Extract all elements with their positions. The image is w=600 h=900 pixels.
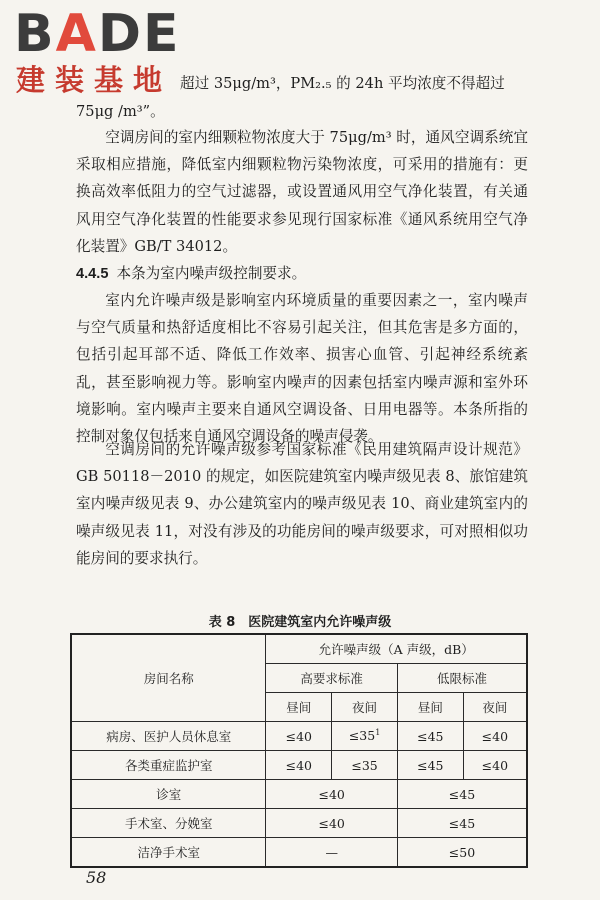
paragraph: 空调房间的允许噪声级参考国家标准《民用建筑隔声设计规范》GB 50118－2010 的规定，如医院建筑室内噪声级见表 8、旅馆建筑室内噪声级见表 9、办公建筑室内的噪声级见表 10、商业建筑室内的噪声级见表 11，对没有涉及的功能房间的噪声级要求，可对照相似功能房间的要求执行。 bbox=[76, 441, 528, 567]
table-title: 表 8 医院建筑室内允许噪声级 bbox=[208, 615, 392, 630]
header-day: 昼间 bbox=[397, 693, 463, 722]
cell-value: ≤40 bbox=[266, 780, 398, 809]
room-name: 各类重症监护室 bbox=[71, 751, 266, 780]
table-row bbox=[71, 838, 527, 868]
table-row bbox=[71, 751, 527, 780]
footnote-mark: 1 bbox=[375, 728, 381, 738]
cell-value: ≤45 bbox=[397, 780, 527, 809]
section-number: 4.4.5 bbox=[76, 266, 109, 282]
section-title: 本条为室内噪声级控制要求。 bbox=[116, 265, 307, 282]
logo-brand: BADE bbox=[14, 4, 181, 64]
section-heading bbox=[76, 260, 528, 288]
paragraph-noise bbox=[76, 287, 528, 450]
header-night: 夜间 bbox=[332, 693, 398, 722]
cell-value: ≤40 bbox=[266, 751, 332, 780]
header-day: 昼间 bbox=[266, 693, 332, 722]
cell-value: ≤45 bbox=[397, 751, 463, 780]
room-name: 手术室、分娩室 bbox=[71, 809, 266, 838]
cell-value: — bbox=[266, 838, 398, 868]
cell-value: ≤40 bbox=[463, 751, 527, 780]
cell-value: ≤50 bbox=[397, 838, 527, 868]
cell-value: $\le 35^1$ bbox=[332, 722, 398, 751]
room-name: 洁净手术室 bbox=[71, 838, 266, 868]
header-high-standard: 高要求标准 bbox=[266, 664, 398, 693]
paragraph: 室内允许噪声级是影响室内环境质量的重要因素之一，室内噪声与空气质量和热舒适度相比不容易引起关注，但其危害是多方面的，包括引起耳部不适、降低工作效率、损害心血管、引起神经系统紊乱，甚至影响视力等。影响室内噪声的因素包括室内噪声源和室外环境影响。室内噪声主要来自通风空调设备、日用电器等。本条所指的控制对象仅包括来自通风空调设备的噪声侵袭。 bbox=[76, 292, 528, 446]
paragraph-purification bbox=[76, 124, 528, 260]
continued-text-line-2: 75μg /m³”。 bbox=[76, 103, 165, 120]
cell-value: ≤40 bbox=[266, 809, 398, 838]
room-name: 病房、医护人员休息室 bbox=[71, 722, 266, 751]
page-number: 58 bbox=[86, 868, 107, 887]
header-room-name: 房间名称 bbox=[71, 634, 266, 722]
logo-subtitle: 建装基地 bbox=[16, 63, 173, 97]
header-night: 夜间 bbox=[463, 693, 527, 722]
cell-value: ≤45 bbox=[397, 722, 463, 751]
noise-level-table bbox=[70, 633, 528, 868]
cell-value: ≤40 bbox=[463, 722, 527, 751]
table-row bbox=[71, 780, 527, 809]
header-noise-level: 允许噪声级（A 声级，dB） bbox=[266, 634, 527, 664]
paragraph: 空调房间的室内细颗粒物浓度大于 75μg/m³ 时，通风空调系统宜采取相应措施，降低室内细颗粒物污染物浓度，可采用的措施有：更换高效率低阻力的空气过滤器，或设置通风用空气净化装置，有关通风用空气净化装置的性能要求参见现行国家标准《通风系统用空气净化装置》GB/T 34012。 bbox=[76, 129, 528, 255]
table-row bbox=[71, 809, 527, 838]
paragraph-reference bbox=[76, 436, 528, 572]
table-row bbox=[71, 722, 527, 751]
cell-value: ≤35 bbox=[332, 751, 398, 780]
continued-text-line-1: 超过 35μg/m³，PM₂.₅ 的 24h 平均浓度不得超过 bbox=[180, 75, 505, 92]
room-name: 诊室 bbox=[71, 780, 266, 809]
cell-value: ≤40 bbox=[266, 722, 332, 751]
header-low-standard: 低限标准 bbox=[397, 664, 527, 693]
cell-value: ≤45 bbox=[397, 809, 527, 838]
